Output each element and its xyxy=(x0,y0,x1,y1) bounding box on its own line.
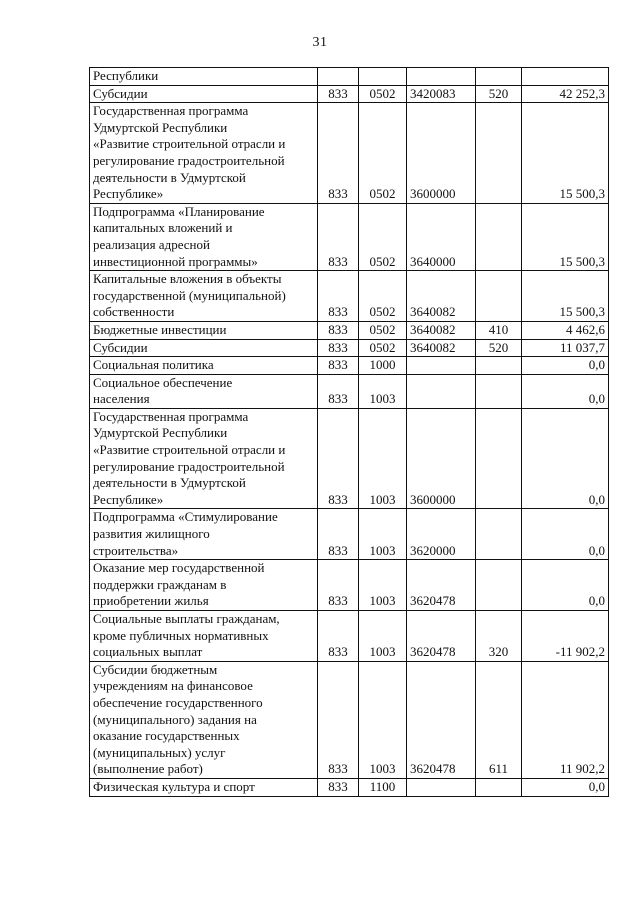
cell-sum: 0,0 xyxy=(522,374,609,408)
cell-name-line: Субсидии бюджетным xyxy=(93,661,218,677)
table-row xyxy=(90,560,609,611)
table-row xyxy=(90,103,609,204)
cell-csr: 3640082 xyxy=(407,271,476,322)
cell-name-line: регулирование градостроительной xyxy=(93,458,285,474)
cell-sum: 0,0 xyxy=(522,778,609,796)
table-row xyxy=(90,408,609,509)
cell-ved: 833 xyxy=(318,560,359,611)
cell-vr: 520 xyxy=(476,339,522,357)
cell-name-line: Физическая культура и спорт xyxy=(93,778,255,794)
cell-name-line: собственности xyxy=(93,304,175,320)
cell-csr: 3600000 xyxy=(407,103,476,204)
cell-csr: 3420083 xyxy=(407,85,476,103)
cell-name xyxy=(90,374,318,408)
table-row xyxy=(90,661,609,778)
cell-rz: 1003 xyxy=(359,509,407,560)
cell-name-line: регулирование градостроительной xyxy=(93,152,285,168)
table-row xyxy=(90,339,609,357)
cell-name-line: Удмуртской Республики xyxy=(93,119,228,135)
cell-ved: 833 xyxy=(318,374,359,408)
cell-name-line: Республике» xyxy=(93,491,164,507)
cell-csr xyxy=(407,778,476,796)
cell-name-line: (выполнение работ) xyxy=(93,761,203,777)
cell-sum: 15 500,3 xyxy=(522,203,609,270)
cell-ved: 833 xyxy=(318,778,359,796)
cell-name xyxy=(90,321,318,339)
cell-vr: 320 xyxy=(476,611,522,662)
cell-name xyxy=(90,85,318,103)
cell-sum: 11 902,2 xyxy=(522,661,609,778)
cell-name-line: строительства» xyxy=(93,542,179,558)
cell-vr xyxy=(476,68,522,86)
cell-sum xyxy=(522,68,609,86)
cell-name-line: инвестиционной программы» xyxy=(93,253,258,269)
cell-csr: 3620478 xyxy=(407,560,476,611)
cell-ved: 833 xyxy=(318,321,359,339)
cell-name-line: (муниципального) задания на xyxy=(93,711,257,727)
page-number: 31 xyxy=(312,35,328,50)
cell-rz: 1003 xyxy=(359,374,407,408)
cell-vr xyxy=(476,103,522,204)
cell-name-line: деятельности в Удмуртской xyxy=(93,169,246,185)
cell-rz: 0502 xyxy=(359,85,407,103)
cell-ved: 833 xyxy=(318,408,359,509)
table-row xyxy=(90,374,609,408)
cell-name xyxy=(90,661,318,778)
table-row xyxy=(90,203,609,270)
cell-ved: 833 xyxy=(318,103,359,204)
cell-sum: 4 462,6 xyxy=(522,321,609,339)
cell-sum: 0,0 xyxy=(522,509,609,560)
cell-name-line: Субсидии xyxy=(93,339,148,355)
cell-ved: 833 xyxy=(318,85,359,103)
cell-csr: 3640082 xyxy=(407,321,476,339)
cell-name-line: Подпрограмма «Планирование xyxy=(93,203,265,219)
cell-name-line: кроме публичных нормативных xyxy=(93,627,269,643)
cell-name-line: «Развитие строительной отрасли и xyxy=(93,136,286,152)
cell-rz xyxy=(359,68,407,86)
cell-csr: 3640000 xyxy=(407,203,476,270)
cell-name-line: Субсидии xyxy=(93,85,148,101)
table-row xyxy=(90,509,609,560)
cell-ved: 833 xyxy=(318,661,359,778)
cell-name xyxy=(90,271,318,322)
table-row xyxy=(90,778,609,796)
cell-name xyxy=(90,357,318,375)
cell-name-line: капитальных вложений и xyxy=(93,220,233,236)
cell-name xyxy=(90,103,318,204)
cell-name-line: Оказание мер государственной xyxy=(93,560,265,576)
cell-name-line: Государственная программа xyxy=(93,408,249,424)
cell-rz: 1003 xyxy=(359,611,407,662)
cell-ved: 833 xyxy=(318,509,359,560)
cell-name-line: приобретении жилья xyxy=(93,593,209,609)
cell-name-line: Социальные выплаты гражданам, xyxy=(93,611,280,626)
cell-name-line: Бюджетные инвестиции xyxy=(93,321,227,337)
cell-vr xyxy=(476,203,522,270)
cell-name-line: населения xyxy=(93,391,150,407)
cell-vr: 520 xyxy=(476,85,522,103)
cell-name-line: реализация адресной xyxy=(93,236,210,252)
cell-name xyxy=(90,68,318,86)
cell-name-line: государственной (муниципальной) xyxy=(93,287,286,303)
cell-rz: 0502 xyxy=(359,103,407,204)
cell-vr xyxy=(476,408,522,509)
cell-csr xyxy=(407,68,476,86)
cell-name-line: оказание государственных xyxy=(93,728,240,744)
cell-ved: 833 xyxy=(318,339,359,357)
cell-name-line: социальных выплат xyxy=(93,644,203,660)
cell-name xyxy=(90,408,318,509)
cell-rz: 0502 xyxy=(359,203,407,270)
cell-sum: 0,0 xyxy=(522,560,609,611)
cell-sum: 15 500,3 xyxy=(522,271,609,322)
cell-rz: 0502 xyxy=(359,321,407,339)
cell-csr: 3620000 xyxy=(407,509,476,560)
cell-name-line: поддержки гражданам в xyxy=(93,576,227,592)
cell-sum: 11 037,7 xyxy=(522,339,609,357)
cell-sum: 15 500,3 xyxy=(522,103,609,204)
cell-name-line: Удмуртской Республики xyxy=(93,425,228,441)
table-row xyxy=(90,271,609,322)
cell-ved: 833 xyxy=(318,203,359,270)
cell-name xyxy=(90,560,318,611)
cell-csr xyxy=(407,374,476,408)
cell-csr: 3620478 xyxy=(407,611,476,662)
cell-vr xyxy=(476,560,522,611)
cell-name-line: Социальная политика xyxy=(93,357,214,373)
cell-name-line: учреждениям на финансовое xyxy=(93,678,253,694)
cell-sum: 0,0 xyxy=(522,408,609,509)
cell-rz: 0502 xyxy=(359,339,407,357)
cell-vr: 611 xyxy=(476,661,522,778)
cell-rz: 1003 xyxy=(359,661,407,778)
cell-csr xyxy=(407,357,476,375)
table-row xyxy=(90,357,609,375)
cell-name-line: деятельности в Удмуртской xyxy=(93,475,246,491)
cell-sum: 0,0 xyxy=(522,357,609,375)
cell-name-line: Государственная программа xyxy=(93,103,249,119)
cell-name xyxy=(90,509,318,560)
cell-rz: 1000 xyxy=(359,357,407,375)
cell-sum: 42 252,3 xyxy=(522,85,609,103)
cell-name-line: Подпрограмма «Стимулирование xyxy=(93,509,278,525)
cell-vr xyxy=(476,778,522,796)
table-row xyxy=(90,321,609,339)
cell-ved: 833 xyxy=(318,357,359,375)
cell-name xyxy=(90,339,318,357)
cell-name-line: развития жилищного xyxy=(93,526,210,542)
cell-name-line: (муниципальных) услуг xyxy=(93,744,226,760)
cell-rz: 1003 xyxy=(359,408,407,509)
cell-name xyxy=(90,611,318,662)
cell-csr: 3620478 xyxy=(407,661,476,778)
table-row xyxy=(90,68,609,86)
cell-vr xyxy=(476,509,522,560)
cell-ved: 833 xyxy=(318,271,359,322)
cell-rz: 1100 xyxy=(359,778,407,796)
cell-vr xyxy=(476,357,522,375)
cell-sum: -11 902,2 xyxy=(522,611,609,662)
cell-vr xyxy=(476,374,522,408)
cell-rz: 0502 xyxy=(359,271,407,322)
cell-csr: 3640082 xyxy=(407,339,476,357)
cell-name xyxy=(90,778,318,796)
cell-rz: 1003 xyxy=(359,560,407,611)
cell-name-line: обеспечение государственного xyxy=(93,694,263,710)
cell-name-line: Капитальные вложения в объекты xyxy=(93,271,282,287)
cell-name-line: «Развитие строительной отрасли и xyxy=(93,442,286,458)
table-row xyxy=(90,85,609,103)
budget-table xyxy=(89,67,609,797)
cell-name-line: Республики xyxy=(93,68,159,83)
cell-csr: 3600000 xyxy=(407,408,476,509)
cell-name xyxy=(90,203,318,270)
cell-vr: 410 xyxy=(476,321,522,339)
table-row xyxy=(90,611,609,662)
table-body xyxy=(90,68,609,797)
cell-ved xyxy=(318,68,359,86)
cell-ved: 833 xyxy=(318,611,359,662)
cell-name-line: Социальное обеспечение xyxy=(93,374,233,390)
cell-vr xyxy=(476,271,522,322)
cell-name-line: Республике» xyxy=(93,186,164,202)
